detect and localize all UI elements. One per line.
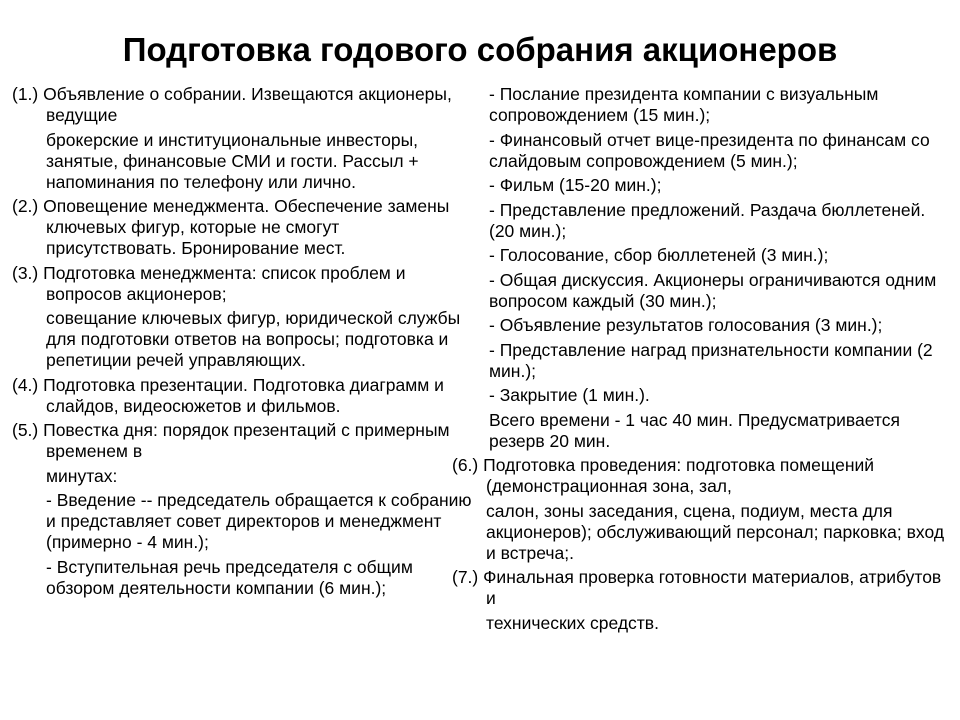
item-7-final-check: (7.) Финальная проверка готовности материалов, атрибутов и [452,567,942,608]
agenda-discussion: - Общая дискуссия. Акционеры ограничиваются одним вопросом каждый (30 мин.); [489,269,937,311]
right-column [452,84,948,637]
left-column [12,84,474,602]
item-1-continuation: брокерские и институциональные инвесторы, занятые, финансовые СМИ и гости. Рассыл + напоминания по телефону или лично. [46,129,419,192]
agenda-voting: - Голосование, сбор бюллетеней (3 мин.); [489,245,829,265]
agenda-introduction: - Введение -- председатель обращается к собранию и представляет совет директоров и менеджмент (примерно - 4 мин.); [46,490,472,552]
item-3-continuation: совещание ключевых фигур, юридической службы для подготовки ответов на вопросы; подготовка и репетиции речей управляющих. [46,308,461,370]
slide-title: Подготовка годового собрания акционеров [122,31,838,68]
agenda-awards: - Представление наград признательности компании (2 мин.); [489,339,933,381]
agenda-total-time: Всего времени - 1 час 40 мин. Предусматривается резерв 20 мин. [489,409,900,451]
item-5-continuation: минутах: [46,465,118,486]
agenda-proposals: - Представление предложений. Раздача бюллетеней. (20 мин.); [489,199,926,241]
item-6-venue-prep: (6.) Подготовка проведения: подготовка помещений (демонстрационная зона, зал, [452,455,875,496]
item-5-agenda: (5.) Повестка дня: порядок презентаций с примерным временем в [12,420,450,461]
agenda-chairman-speech: - Вступительная речь председателя с общим обзором деятельности компании (6 мин.); [46,556,413,598]
agenda-film: - Фильм (15-20 мин.); [489,175,662,195]
item-1-announcement: (1.) Объявление о собрании. Извещаются акционеры, ведущие [12,84,452,125]
agenda-financial-report: - Финансовый отчет вице-президента по финансам со слайдовым сопровождением (5 мин.); [489,129,930,171]
item-6-continuation: салон, зоны заседания, сцена, подиум, места для акционеров); обслуживающий персонал; парковка; вход и встреча;. [486,500,945,563]
item-4-presentation-prep: (4.) Подготовка презентации. Подготовка диаграмм и слайдов, видеосюжетов и фильмов. [12,374,444,416]
item-2-management-notice: (2.) Оповещение менеджмента. Обеспечение замены ключевых фигур, которые не смогут присутствовать. Бронирование мест. [12,196,450,258]
item-3-management-prep: (3.) Подготовка менеджмента: список проблем и вопросов акционеров; [12,262,406,304]
item-7-continuation: технических средств. [486,612,659,633]
agenda-president-message: - Послание президента компании с визуальным сопровождением (15 мин.); [489,84,879,125]
agenda-closing: - Закрытие (1 мин.). [489,385,650,405]
agenda-vote-results: - Объявление результатов голосования (3 мин.); [489,315,883,335]
